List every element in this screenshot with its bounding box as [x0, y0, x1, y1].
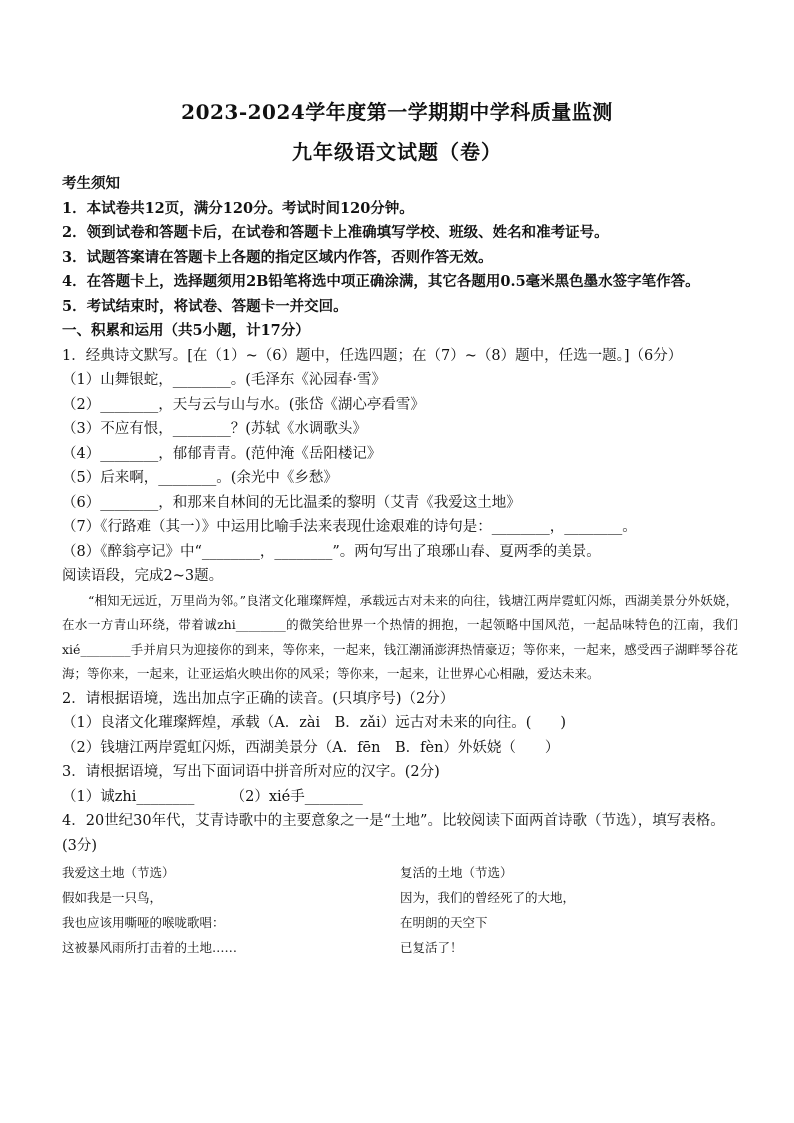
- exam-subtitle: 九年级语文试题（卷）: [292, 140, 502, 164]
- exam-content: [62, 172, 738, 960]
- question-1-item: （5）后来啊，________。(余光中《乡愁》: [62, 470, 338, 486]
- notice-item: 3．试题答案请在答题卡上各题的指定区域内作答，否则作答无效。: [62, 248, 493, 266]
- exam-title: 2023-2024学年度第一学期期中学科质量监测: [181, 100, 613, 124]
- poem-line: 我也应该用嘶哑的喉咙歌唱：: [62, 915, 225, 930]
- question-1-item: （2）________，天与云与山与水。(张岱《湖心亭看雪》: [62, 396, 425, 413]
- notice-item: 4．在答题卡上，选择题须用2B铅笔将选中项正确涂满，其它各题用0.5毫米黑色墨水签字笔作答。: [62, 273, 700, 290]
- question-1-item: （6）________，和那来自林间的无比温柔的黎明（艾青《我爱这土地》: [62, 494, 521, 511]
- question-1-item: （1）山舞银蛇，________。(毛泽东《沁园春·雪》: [62, 372, 386, 388]
- notice-item: 1．本试卷共12页，满分120分。考试时间120分钟。: [62, 199, 414, 217]
- poem-line: 复活的土地（节选）: [400, 865, 513, 880]
- reading-intro: 阅读语段，完成2~3题。: [62, 568, 224, 584]
- passage-text: “相知无远近，万里尚为邻。”良渚文化璀璨辉煌，承载远古对未来的向往，钱塘江两岸霓虹闪烁，西湖美景分外妖娆，在水一方青山环绕，带着诚zhi________的微笑给世界一个热情的拥抱，一起领略中国风范，一起品味特色的江南，我们xié________手并肩只为迎接你的到来，等你来，一起来，钱江潮涌澎湃热情豪迈；等你来，一起来，感受西子湖畔琴谷花海；等你来，一起来，让亚运焰火映出你的风采；等你来，一起来，让世界心心相融，爱达未来。: [62, 592, 738, 681]
- poem-line: 因为，我们的曾经死了的大地，: [400, 890, 576, 905]
- poem-left: [62, 860, 237, 960]
- notice-heading: 考生须知: [62, 175, 120, 192]
- question-1-stem: 1．经典诗文默写。[在（1）~（6）题中，任选四题；在（7）~（8）题中，任选一题。]（6分）: [62, 347, 683, 364]
- question-2-item: （1）良渚文化璀璨辉煌，承载（A．zài B．zǎi）远古对未来的向往。( ): [62, 715, 567, 731]
- poem-line: 假如我是一只鸟，: [62, 890, 163, 905]
- section-heading: 一、积累和运用（共5小题，计17分）: [62, 322, 310, 339]
- poem-line: 在明朗的天空下: [400, 915, 488, 930]
- question-3-items: （1）诚zhi________ （2）xié手________: [62, 788, 363, 805]
- poem-line: 这被暴风雨所打击着的土地……: [62, 940, 238, 955]
- question-4-stem: 4．20世纪30年代，艾青诗歌中的主要意象之一是“土地”。比较阅读下面两首诗歌（节选），填写表格。(3分): [62, 813, 725, 854]
- question-1-item: （7）《行路难（其一）》中运用比喻手法来表现仕途艰难的诗句是：________，________。: [62, 519, 637, 535]
- question-2-stem: 2．请根据语境，选出加点字正确的读音。(只填序号)（2分）: [62, 690, 455, 707]
- question-1-item: （3）不应有恨，________？(苏轼《水调歌头》: [62, 421, 367, 437]
- poem-right: [400, 860, 575, 960]
- question-1-item: （4）________，郁郁青青。(范仲淹《岳阳楼记》: [62, 445, 382, 462]
- notice-item: 5．考试结束时，将试卷、答题卡一并交回。: [62, 297, 348, 315]
- question-3-stem: 3．请根据语境，写出下面词语中拼音所对应的汉字。(2分): [62, 764, 440, 780]
- reading-passage: [62, 589, 738, 687]
- poem-line: 我爱这土地（节选）: [62, 865, 175, 880]
- poem-comparison: [62, 860, 738, 960]
- notice-item: 2．领到试卷和答题卡后，在试卷和答题卡上准确填写学校、班级、姓名和准考证号。: [62, 224, 609, 241]
- question-2-item: （2）钱塘江两岸霓虹闪烁，西湖美景分（A．fēn B．fèn）外妖娆（ ）: [62, 739, 560, 756]
- question-1-item: （8）《醉翁亭记》中“________，________”。两句写出了琅琊山春、夏两季的美景。: [62, 543, 601, 560]
- poem-line: 已复活了！: [400, 940, 463, 955]
